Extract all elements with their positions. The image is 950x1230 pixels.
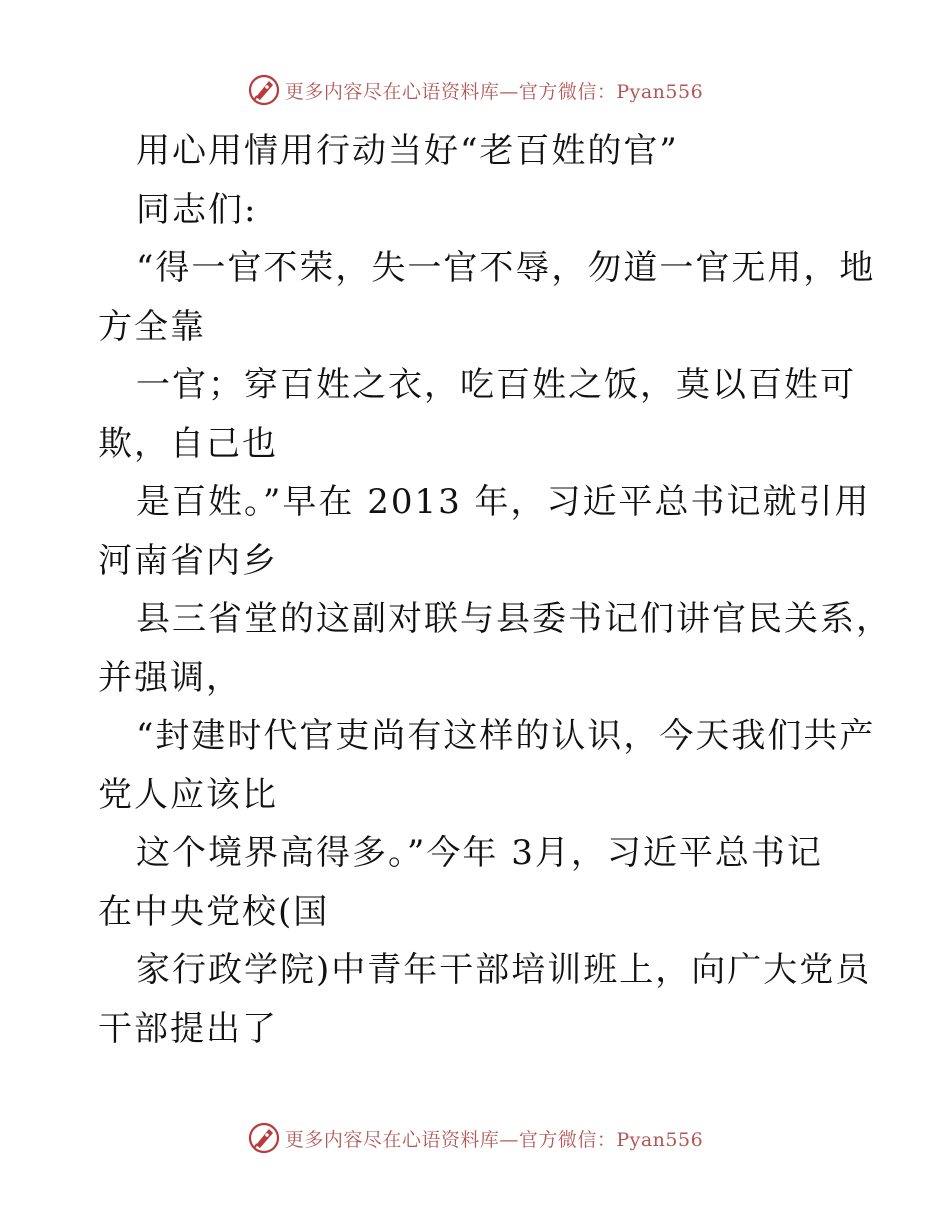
pen-nib-logo-icon bbox=[247, 1121, 281, 1155]
paragraph-line: 一官；穿百姓之衣，吃百姓之饭，莫以百姓可 bbox=[136, 365, 856, 405]
paragraph-line: 是百姓。”早在 2013 年，习近平总书记就引用 bbox=[136, 482, 871, 522]
pen-nib-logo-icon bbox=[247, 73, 281, 107]
paragraph-line: 县三省堂的这副对联与县委书记们讲官民关系， bbox=[136, 599, 892, 639]
document-body bbox=[98, 122, 892, 1058]
salutation: 同志们: bbox=[136, 189, 258, 230]
paragraph-line: 并强调， bbox=[98, 657, 242, 698]
paragraph-line: “得一官不荣，失一官不辱，勿道一官无用，地 bbox=[136, 248, 876, 288]
paragraph-line: 家行政学院)中青年干部培训班上，向广大党员 bbox=[136, 950, 872, 990]
paragraph-line: 方全靠 bbox=[98, 306, 206, 347]
paragraph-line: 在中央党校(国 bbox=[98, 891, 330, 932]
watermark-text: 更多内容尽在心语资料库—官方微信：Pyan556 bbox=[284, 80, 704, 103]
paragraph-line: 党人应该比 bbox=[98, 774, 278, 815]
document-title: 用心用情用行动当好“老百姓的官” bbox=[136, 131, 679, 171]
paragraph-line: 这个境界高得多。”今年 3月，习近平总书记 bbox=[136, 833, 823, 873]
paragraph-line: 河南省内乡 bbox=[98, 540, 278, 581]
watermark-text: 更多内容尽在心语资料库—官方微信：Pyan556 bbox=[284, 1128, 704, 1151]
paragraph-line: 欺，自己也 bbox=[98, 423, 278, 464]
footer-watermark bbox=[0, 1118, 950, 1158]
header-watermark bbox=[0, 70, 950, 110]
paragraph-line: “封建时代官吏尚有这样的认识，今天我们共产 bbox=[136, 716, 876, 756]
paragraph-line: 干部提出了 bbox=[98, 1008, 278, 1049]
